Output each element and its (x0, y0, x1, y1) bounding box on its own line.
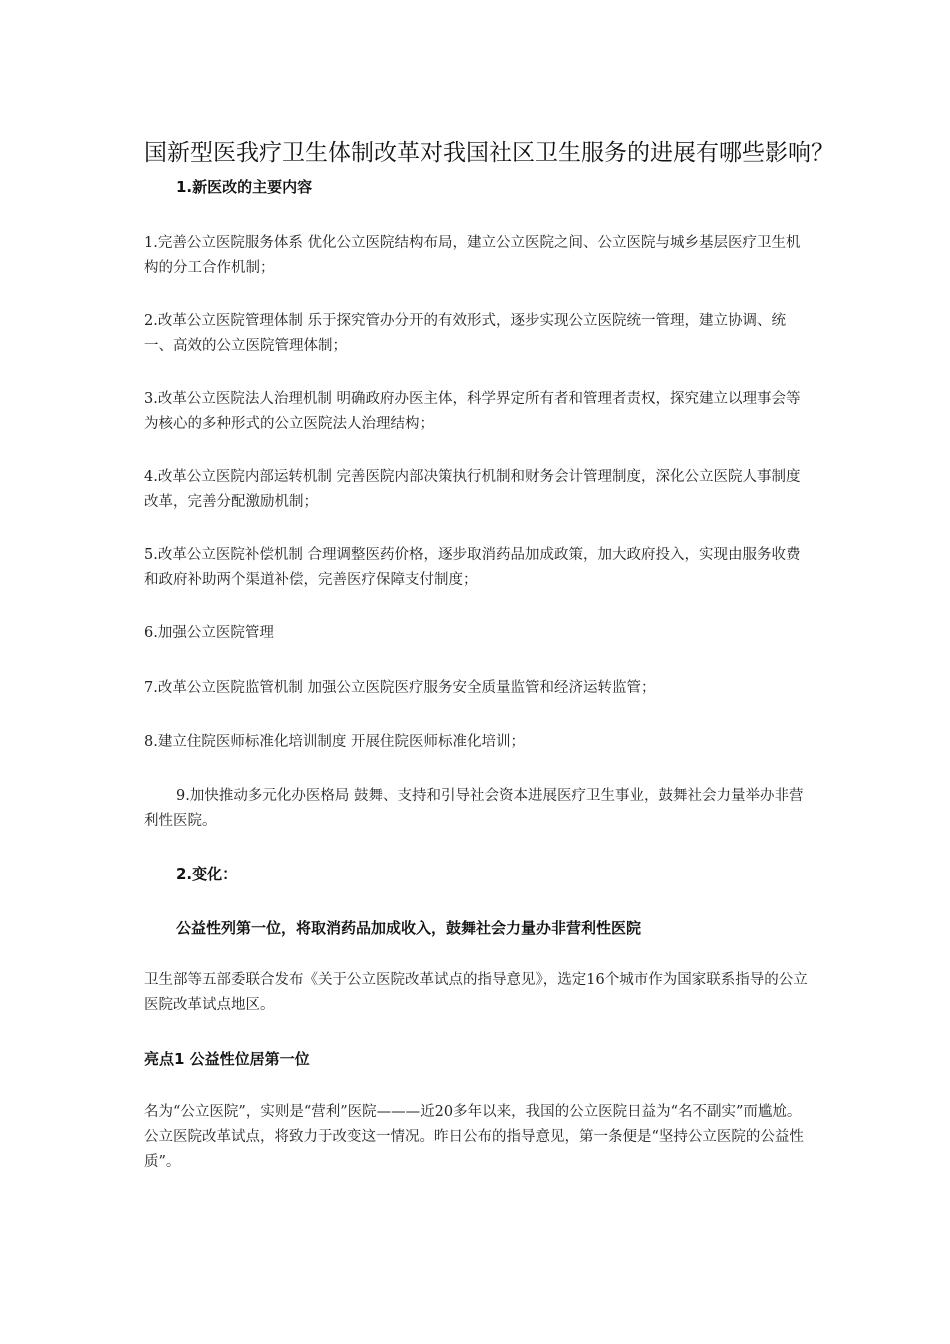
list-item: 8.建立住院医师标准化培训制度 开展住院医师标准化培训； (144, 734, 525, 750)
list-item: 2.改革公立医院管理体制 乐于探究管办分开的有效形式，逐步实现公立医院统一管理，建立协调、统一、高效的公立医院管理体制； (144, 313, 786, 354)
section1-heading: 1.新医改的主要内容 (176, 178, 313, 196)
change-paragraph: 卫生部等五部委联合发布《关于公立医院改革试点的指导意见》，选定16个城市作为国家联系指导的公立医院改革试点地区。 (144, 972, 808, 1013)
list-item: 3.改革公立医院法人治理机制 明确政府办医主体，科学界定所有者和管理者责权，探究建立以理事会等为核心的多种形式的公立医院法人治理结构； (144, 391, 801, 432)
change-heading: 公益性列第一位，将取消药品加成收入，鼓舞社会力量办非营利性医院 (176, 919, 642, 937)
list-item: 1.完善公立医院服务体系 优化公立医院结构布局，建立公立医院之间、公立医院与城乡基层医疗卫生机构的分工合作机制； (144, 235, 801, 276)
list-item: 7.改革公立医院监管机制 加强公立医院医疗服务安全质量监管和经济运转监管； (144, 680, 656, 696)
list-item: 4.改革公立医院内部运转机制 完善医院内部决策执行机制和财务会计管理制度，深化公立医院人事制度改革，完善分配激励机制； (144, 469, 801, 510)
list-item: 9.加快推动多元化办医格局 鼓舞、支持和引导社会资本进展医疗卫生事业，鼓舞社会力量举办非营利性医院。 (144, 788, 804, 829)
section2-heading: 2.变化： (176, 865, 238, 883)
list-item: 6.加强公立医院管理 (144, 625, 274, 641)
document-title: 国新型医我疗卫生体制改革对我国社区卫生服务的进展有哪些影响？ (144, 140, 834, 166)
highlight1-paragraph: 名为“公立医院”，实则是“营利”医院———近20多年以来，我国的公立医院日益为“名不副实”而尴尬。公立医院改革试点，将致力于改变这一情况。昨日公布的指导意见，第一条便是“坚持公立医院的公益性质”。 (144, 1104, 804, 1170)
list-item: 5.改革公立医院补偿机制 合理调整医药价格，逐步取消药品加成政策，加大政府投入，实现由服务收费和政府补助两个渠道补偿，完善医疗保障支付制度； (144, 547, 801, 588)
highlight1-heading: 亮点1 公益性位居第一位 (144, 1050, 310, 1068)
